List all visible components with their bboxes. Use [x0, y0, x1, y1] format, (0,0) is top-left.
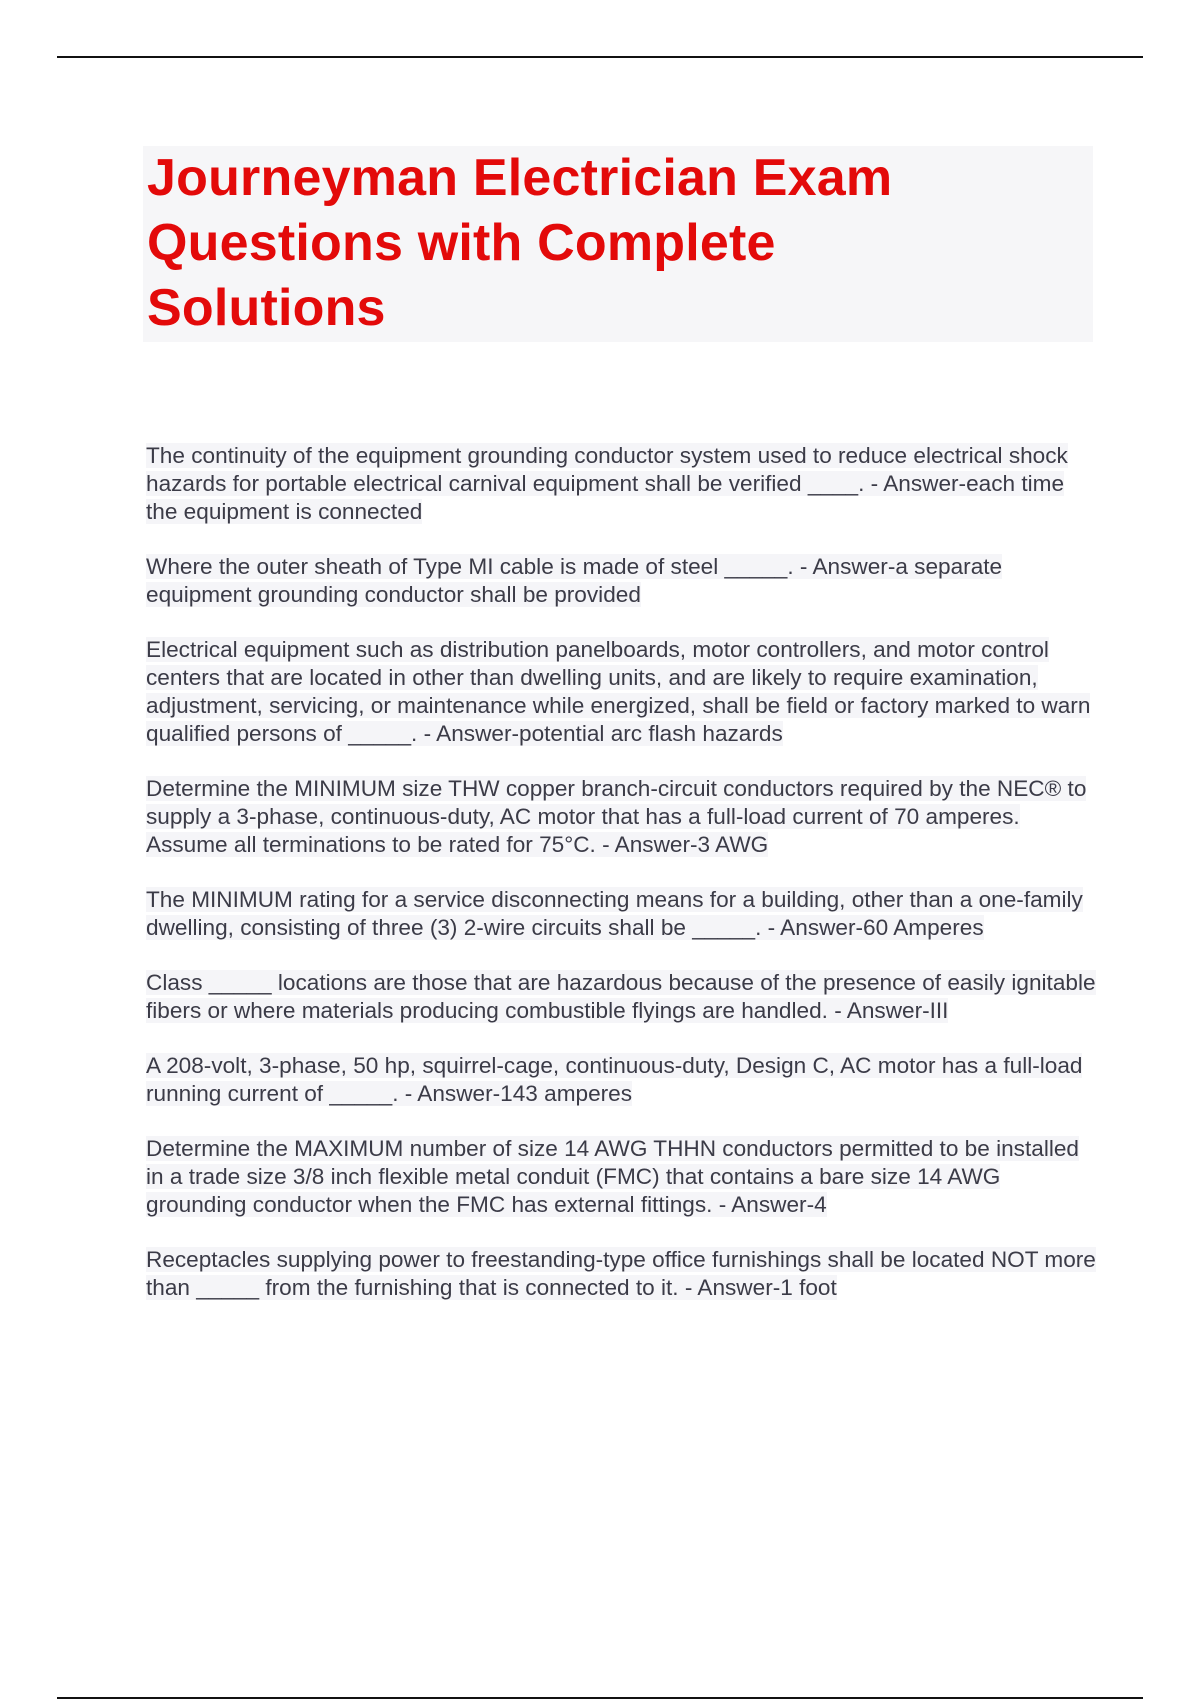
qa-text: Determine the MINIMUM size THW copper branch-circuit conductors required by the NEC® to supply a 3-phase, continuous-duty, AC motor that has a full-load current of 70 amperes. Assume all terminations to be rated for 75°C. - Answer-3 AWG	[146, 776, 1087, 857]
qa-item	[146, 775, 1096, 859]
qa-text: Electrical equipment such as distribution panelboards, motor controllers, and motor control centers that are located in other than dwelling units, and are likely to require examination, adjustment, servicing, or maintenance while energized, shall be field or factory marked to warn qualified persons of _____. - Answer-potential arc flash hazards	[146, 637, 1091, 746]
qa-text: A 208-volt, 3-phase, 50 hp, squirrel-cage, continuous-duty, Design C, AC motor has a full-load running current of _____. - Answer-143 amperes	[146, 1053, 1083, 1106]
qa-item	[146, 1135, 1096, 1219]
qa-item	[146, 1052, 1096, 1108]
footer-rule	[57, 1697, 1143, 1699]
question-answer-list	[146, 442, 1096, 1329]
title-block	[143, 146, 1093, 342]
qa-text: The continuity of the equipment grounding conductor system used to reduce electrical shock hazards for portable electrical carnival equipment shall be verified ____. - Answer-each time the equipment is connected	[146, 443, 1068, 524]
header-rule	[57, 56, 1143, 58]
qa-text: The MINIMUM rating for a service disconnecting means for a building, other than a one-family dwelling, consisting of three (3) 2-wire circuits shall be _____. - Answer-60 Amperes	[146, 887, 1083, 940]
qa-item	[146, 442, 1096, 526]
qa-item	[146, 1246, 1096, 1302]
title-line: Questions with Complete	[147, 214, 776, 272]
qa-item	[146, 636, 1096, 748]
qa-text: Receptacles supplying power to freestanding-type office furnishings shall be located NOT more than _____ from the furnishing that is connected to it. - Answer-1 foot	[146, 1247, 1096, 1300]
qa-item	[146, 969, 1096, 1025]
qa-text: Determine the MAXIMUM number of size 14 AWG THHN conductors permitted to be installed in a trade size 3/8 inch flexible metal conduit (FMC) that contains a bare size 14 AWG grounding conductor when the FMC has external fittings. - Answer-4	[146, 1136, 1079, 1217]
qa-text: Class _____ locations are those that are hazardous because of the presence of easily ignitable fibers or where materials producing combustible flyings are handled. - Answer-III	[146, 970, 1096, 1023]
qa-item	[146, 553, 1096, 609]
qa-text: Where the outer sheath of Type MI cable is made of steel _____. - Answer-a separate equipment grounding conductor shall be provided	[146, 554, 1003, 607]
document-title	[147, 146, 1089, 341]
title-line: Solutions	[147, 279, 386, 337]
title-line: Journeyman Electrician Exam	[147, 149, 893, 207]
qa-item	[146, 886, 1096, 942]
